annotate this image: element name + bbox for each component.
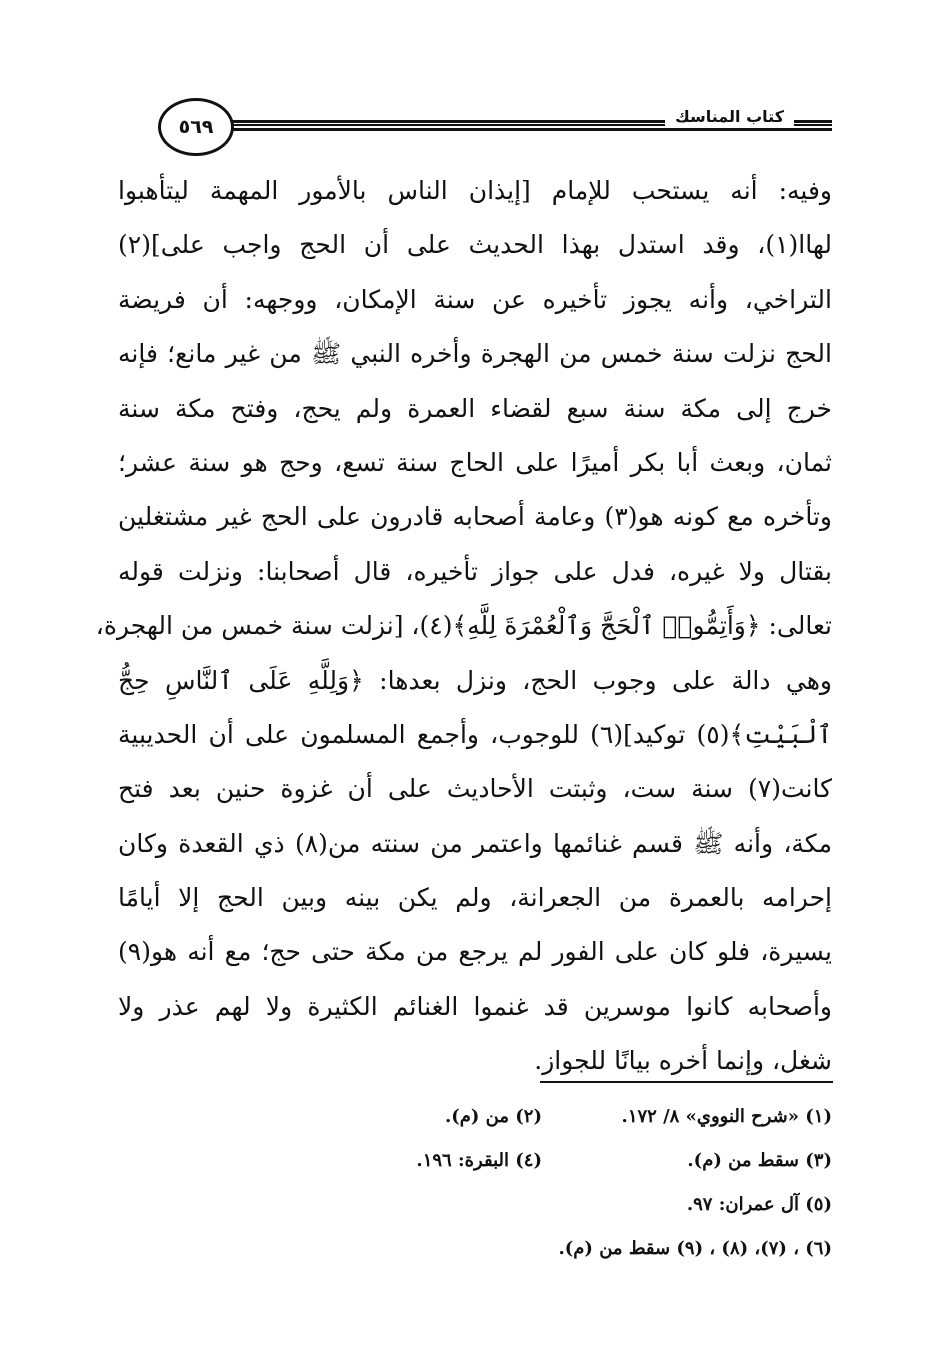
- footnote: (٥) آل عمران: ٩٧.: [686, 1194, 832, 1215]
- text-line: التراخي، وأنه يجوز تأخيره عن سنة الإمكان، ووجهه: أن فريضة: [118, 284, 832, 314]
- text-line: مكة، وأنه ﷺ قسم غنائمها واعتمر من سنته من(٨) ذي القعدة وكان: [118, 828, 832, 858]
- text-line: تعالى: ﴿وَأَتِمُّوا۟ ٱلْحَجَّ وَٱلْعُمْرَةَ لِلَّهِ﴾(٤)، [نزلت سنة خمس من الهجرة،: [95, 611, 832, 641]
- running-title: كتاب المناسك: [665, 106, 794, 128]
- footnote-row: [118, 1095, 832, 1139]
- text-line: بقتال ولا غيره، فدل على جواز تأخيره، قال أصحابنا: ونزلت قوله: [118, 556, 832, 586]
- page-number: ٥٦٩: [158, 98, 234, 156]
- main-text: [95, 164, 832, 1089]
- footnote: (١) «شرح النووي» ٨/ ١٧٢.: [621, 1106, 832, 1127]
- text-line: خرج إلى مكة سنة سبع لقضاء العمرة ولم يحج، وفتح مكة سنة: [118, 393, 832, 423]
- text-line: وفيه: أنه يستحب للإمام [إيذان الناس بالأمور المهمة ليتأهبوا: [118, 176, 832, 205]
- text-line: كانت(٧) سنة ست، وثبتت الأحاديث على أن غزوة حنين بعد فتح: [118, 774, 832, 804]
- footnote-row: [118, 1227, 832, 1271]
- text-line: ثمان، وبعث أبا بكر أميرًا على الحاج سنة تسع، وحج هو سنة عشر؛: [118, 447, 832, 477]
- text-line: لهاا(١)، وقد استدل بهذا الحديث على أن الحج واجب على](٢): [118, 230, 832, 260]
- text-line: وتأخره مع كونه هو(٣) وعامة أصحابه قادرون على الحج غير مشتغلين: [118, 502, 832, 532]
- footnotes: [118, 1095, 832, 1271]
- footnote-row: [118, 1183, 832, 1227]
- footnote: (٦) ، (٧)، (٨) ، (٩) سقط من (م).: [558, 1238, 832, 1259]
- text-line: وهي دالة على وجوب الحج، ونزل بعدها: ﴿وَلِلَّهِ عَلَى ٱلنَّاسِ حِجُّ: [118, 665, 832, 695]
- footnote: (٣) سقط من (م).: [687, 1150, 832, 1171]
- footnote: (٢) من (م).: [444, 1106, 542, 1127]
- text-line: وأصحابه كانوا موسرين قد غنموا الغنائم الكثيرة ولا لهم عذر ولا: [118, 991, 832, 1021]
- text-line: الحج نزلت سنة خمس من الهجرة وأخره النبي ﷺ من غير مانع؛ فإنه: [118, 339, 832, 369]
- page-header: [118, 98, 832, 154]
- footnote-separator: [540, 1081, 833, 1083]
- text-line: يسيرة، فلو كان على الفور لم يرجع من مكة حتى حج؛ مع أنه هو(٩): [118, 937, 832, 967]
- footnote: (٤) البقرة: ١٩٦.: [416, 1150, 542, 1171]
- text-line: ٱلْبَيْتِ﴾(٥) توكيد](٦) للوجوب، وأجمع المسلمون على أن الحديبية: [118, 719, 832, 749]
- text-line: إحرامه بالعمرة من الجعرانة، ولم يكن بينه وبين الحج إلا أيامًا: [118, 883, 832, 913]
- text-line: شغل، وإنما أخره بيانًا للجواز.: [534, 1046, 832, 1076]
- footnote-row: [118, 1139, 832, 1183]
